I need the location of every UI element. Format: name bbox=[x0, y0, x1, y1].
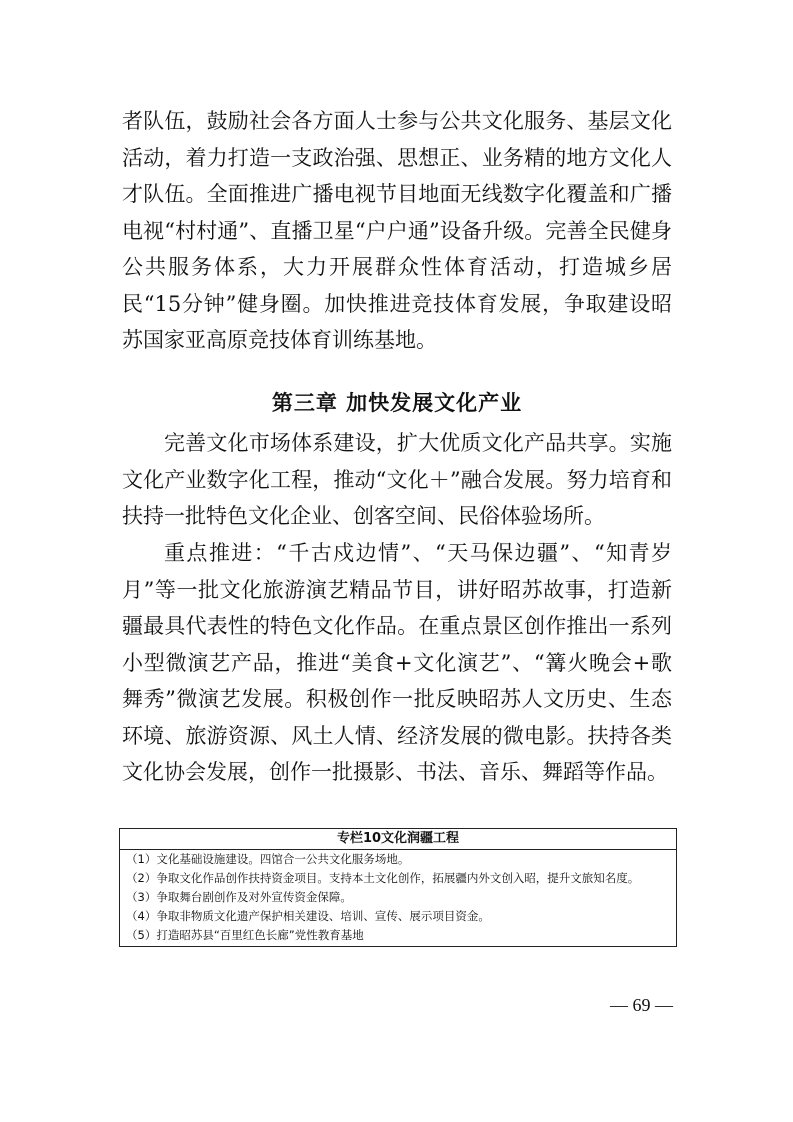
paragraph-cultural-talent: 者队伍，鼓励社会各方面人士参与公共文化服务、基层文化活动，着力打造一支政治强、思想正、业务精的地方文化人才队伍。全面推进广播电视节目地面无线数字化覆盖和广播电视“村村通”、直播卫星“户户通”设备升级。完善全民健身公共服务体系，大力开展群众性体育活动，打造城乡居民“15分钟”健身圈。加快推进竞技体育发展，争取建设昭苏国家亚高原竞技体育训练基地。 bbox=[122, 109, 672, 352]
feature-box bbox=[119, 828, 677, 947]
paragraph-cultural-market: 完善文化市场体系建设，扩大优质文化产品共享。实施文化产业数字化工程，推动“文化＋”融合发展。努力培育和扶持一批特色文化企业、创客空间、民俗体验场所。 bbox=[122, 431, 672, 528]
feature-box-item: （5）打造昭苏县“百里红色长廊”党性教育基地 bbox=[126, 928, 364, 942]
feature-box-item: （4）争取非物质文化遗产保护相关建设、培训、宣传、展示项目资金。 bbox=[126, 909, 490, 923]
feature-box-title: 专栏10文化润疆工程 bbox=[120, 829, 676, 850]
feature-box-item: （3）争取舞台剧创作及对外宣传资金保障。 bbox=[126, 890, 352, 904]
chapter-heading: 第三章 加快发展文化产业 bbox=[271, 391, 523, 415]
page-number: — 69 — bbox=[610, 995, 673, 1015]
feature-box-list bbox=[120, 850, 676, 946]
paragraph-key-projects: 重点推进：“千古戍边情”、“天马保边疆”、“知青岁月”等一批文化旅游演艺精品节目，讲好昭苏故事，打造新疆最具代表性的特色文化作品。在重点景区创作推出一系列小型微演艺产品，推进“美食+文化演艺”、“篝火晚会+歌舞秀”微演艺发展。积极创作一批反映昭苏人文历史、生态环境、旅游资源、风土人情、经济发展的微电影。扶持各类文化协会发展，创作一批摄影、书法、音乐、舞蹈等作品。 bbox=[122, 541, 672, 784]
feature-box-item: （2）争取文化作品创作扶持资金项目。支持本土文化创作，拓展疆内外文创入昭，提升文旅知名度。 bbox=[126, 871, 640, 885]
feature-box-item: （1）文化基础设施建设。四馆合一公共文化服务场地。 bbox=[126, 852, 410, 866]
